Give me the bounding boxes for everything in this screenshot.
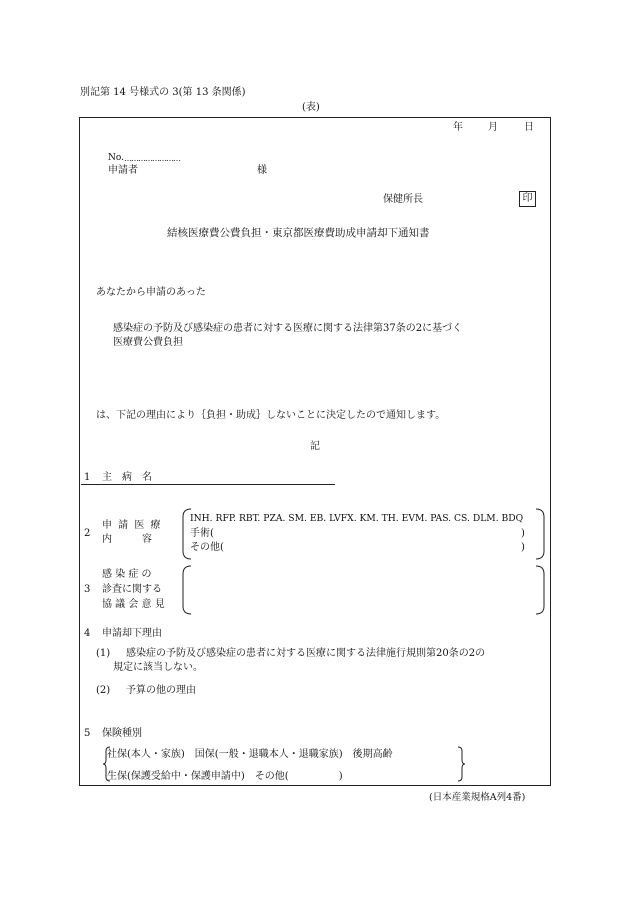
reason1-line1: 感染症の予防及び感染症の患者に対する医療に関する法律施行規則第20条の2の [126, 648, 486, 659]
insurance-line1: 社保(本人・家族) 国保(一般・退職本人・退職家族) 後期高齢 [107, 749, 393, 760]
surgery-close: ) [521, 528, 525, 539]
drug-list: INH. RFP. RBT. PZA. SM. EB. LVFX. KM. TH. EVM. PAS. CS. DLM. BDQ [190, 513, 524, 524]
number-blank: …………………… [124, 154, 180, 163]
other-treatment-label: その他( [190, 542, 224, 553]
item1-number: 1 [84, 472, 91, 483]
item5-label: 保険種別 [102, 728, 142, 739]
item5-right-brace [458, 747, 466, 781]
law-line-1: 感染症の予防及び感染症の患者に対する医療に関する法律第37条の2に基づく [113, 323, 463, 334]
item3-label-line3: 協 議 会 意 見 [102, 599, 165, 610]
ki-heading: 記 [310, 441, 320, 452]
intro-text: あなたから申請のあった [96, 287, 206, 298]
item3-right-bracket [535, 566, 545, 614]
date-day: 日 [524, 122, 534, 133]
seal-box: 印 [519, 191, 536, 207]
item3-left-bracket [182, 566, 192, 614]
item1-label: 主 病 名 [102, 472, 152, 483]
item2-number: 2 [84, 528, 91, 539]
reason1-line2: 規定に該当しない。 [113, 662, 203, 673]
front-side-label: (表) [302, 102, 320, 113]
document-title: 結核医療費公費負担・東京都医療費助成申請却下通知書 [167, 227, 430, 239]
honorific-sama: 様 [257, 165, 267, 176]
law-line-2: 医療費公費負担 [113, 337, 183, 348]
decision-text: は、下記の理由により｛負担・助成｝しないことに決定したので通知します。 [96, 410, 446, 421]
date-year: 年 [453, 122, 463, 133]
reason1-number: (1) [96, 648, 111, 659]
item3-label-line2: 診査に関する [102, 584, 162, 595]
item2-label-line1: 申 請 医 療 [102, 520, 163, 531]
applicant-label: 申請者 [108, 165, 138, 176]
item2-label-line2: 内 容 [102, 534, 152, 545]
item1-underline [81, 484, 335, 485]
reason2-number: (2) [96, 685, 111, 696]
reason2-text: 予算の他の理由 [126, 685, 196, 696]
issuer-title: 保健所長 [383, 194, 423, 205]
item3-number: 3 [84, 584, 91, 595]
number-label: No. [108, 153, 124, 163]
item4-label: 申請却下理由 [102, 628, 162, 639]
insurance-line2: 生保(保護受給中・保護申請中) その他( ) [107, 771, 343, 782]
form-reference: 別記第 14 号様式の 3(第 13 条関係) [80, 87, 246, 98]
surgery-label: 手術( [190, 528, 214, 539]
paper-size-note: (日本産業規格A列4番) [429, 792, 526, 803]
date-month: 月 [488, 122, 498, 133]
other-treatment-close: ) [521, 542, 525, 553]
item4-number: 4 [84, 628, 91, 639]
item3-label-line1: 感 染 症 の [102, 569, 152, 580]
item5-number: 5 [84, 728, 91, 739]
item2-right-bracket [535, 509, 545, 559]
